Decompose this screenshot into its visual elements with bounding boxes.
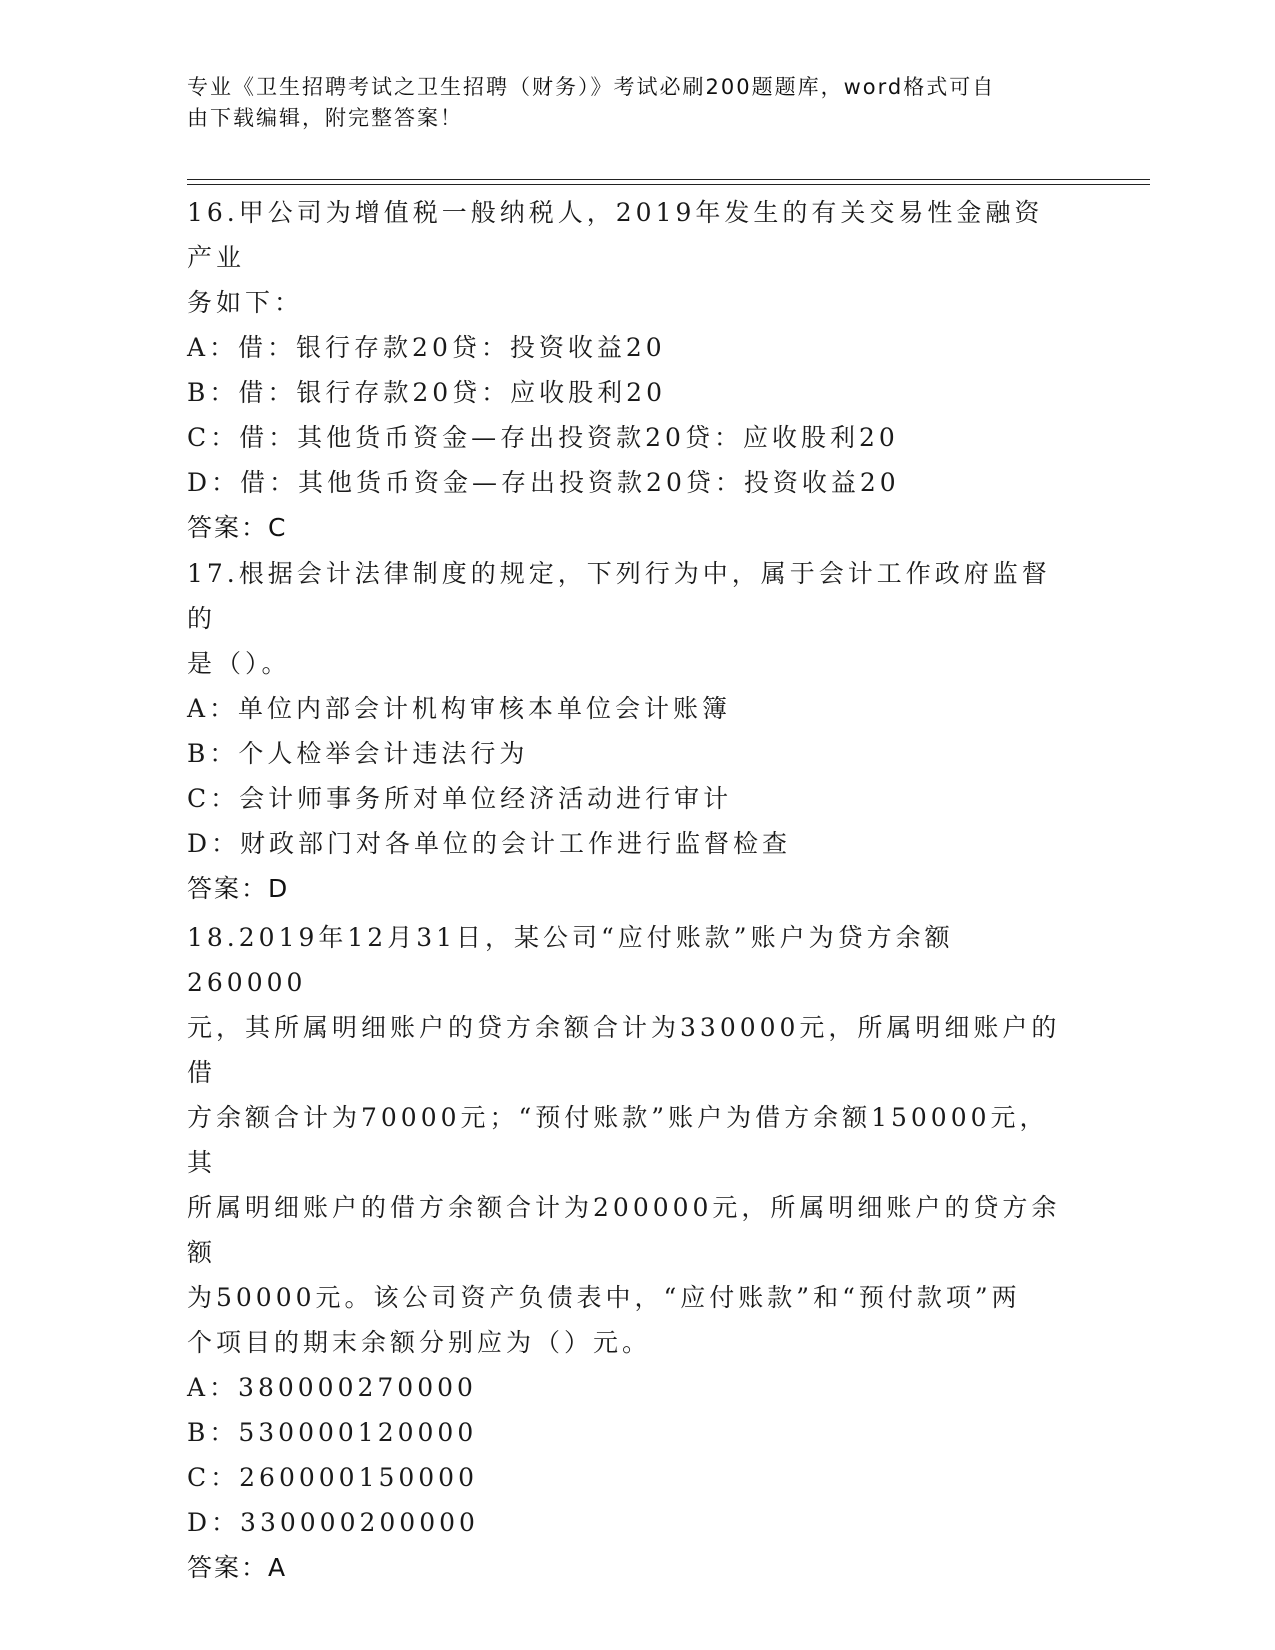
question-stem	[187, 915, 1067, 1365]
option-b: B：借：银行存款20贷：应收股利20	[187, 378, 666, 407]
answer-line: 答案：C	[187, 513, 288, 542]
option-d: D：借：其他货币资金—存出投资款20贷：投资收益20	[187, 468, 900, 497]
option-c: C：260000150000	[187, 1463, 478, 1492]
question-18	[187, 915, 1067, 1590]
option-c: C：借：其他货币资金—存出投资款20贷：应收股利20	[187, 423, 899, 452]
header-line-2: 由下载编辑，附完整答案！	[187, 106, 463, 130]
option-a: A：借：银行存款20贷：投资收益20	[187, 333, 666, 362]
header-divider-bottom	[187, 184, 1150, 185]
stem-line: 18.2019年12月31日，某公司“应付账款”账户为贷方余额260000	[187, 923, 954, 997]
option-d: D：财政部门对各单位的会计工作进行监督检查	[187, 829, 792, 858]
stem-line: 所属明细账户的借方余额合计为200000元，所属明细账户的贷方余额	[187, 1193, 1061, 1267]
stem-line: 方余额合计为70000元；“预付账款”账户为借方余额150000元，其	[187, 1103, 1049, 1177]
document-header	[187, 72, 1067, 134]
stem-line: 个项目的期末余额分别应为（）元。	[187, 1328, 652, 1357]
option-d: D：330000200000	[187, 1508, 479, 1537]
option-a: A：380000270000	[187, 1373, 477, 1402]
answer-line: 答案：D	[187, 874, 290, 903]
stem-line: 17.根据会计法律制度的规定，下列行为中，属于会计工作政府监督的	[187, 559, 1051, 633]
question-stem	[187, 551, 1067, 686]
question-16	[187, 190, 1067, 550]
header-divider-top	[187, 179, 1150, 180]
question-17	[187, 551, 1067, 911]
option-a: A：单位内部会计机构审核本单位会计账簿	[187, 694, 732, 723]
option-b: B：个人检举会计违法行为	[187, 739, 529, 768]
stem-line: 务如下：	[187, 288, 304, 317]
stem-line: 16.甲公司为增值税一般纳税人，2019年发生的有关交易性金融资产业	[187, 198, 1044, 272]
option-b: B：530000120000	[187, 1418, 478, 1447]
stem-line: 元，其所属明细账户的贷方余额合计为330000元，所属明细账户的借	[187, 1013, 1061, 1087]
header-line-1: 专业《卫生招聘考试之卫生招聘（财务）》考试必刷200题题库，word格式可自	[187, 75, 996, 99]
question-stem	[187, 190, 1067, 325]
option-c: C：会计师事务所对单位经济活动进行审计	[187, 784, 733, 813]
answer-line: 答案：A	[187, 1553, 288, 1582]
stem-line: 为50000元。该公司资产负债表中，“应付账款”和“预付款项”两	[187, 1283, 1021, 1312]
stem-line: 是（）。	[187, 649, 291, 678]
